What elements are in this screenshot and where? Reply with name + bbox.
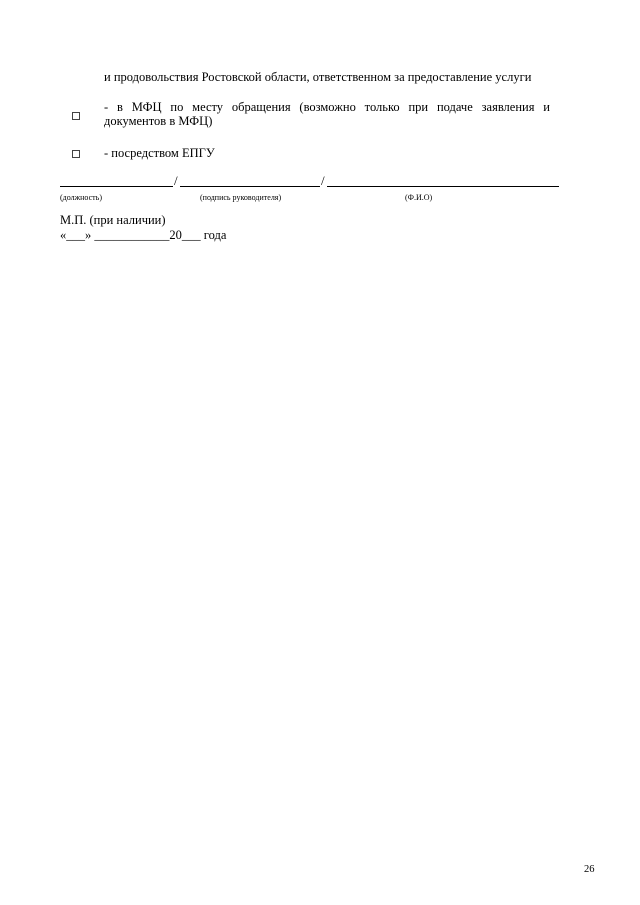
- option-epgu-text: - посредством ЕПГУ: [104, 146, 215, 160]
- signature-blank: [180, 186, 320, 187]
- date-line: «___» ____________20___ года: [60, 228, 227, 242]
- signature-slash-2: /: [321, 173, 325, 188]
- signature-line: [60, 173, 560, 188]
- stamp-line: М.П. (при наличии): [60, 213, 166, 227]
- caption-position: (должность): [60, 193, 102, 202]
- caption-signature: (подпись руководителя): [200, 193, 282, 202]
- option-epgu-checkbox[interactable]: [72, 150, 80, 158]
- page-number: 26: [584, 864, 595, 875]
- signature-slash-1: /: [174, 173, 178, 188]
- caption-name: (Ф.И.О): [405, 193, 433, 202]
- name-blank: [327, 186, 559, 187]
- position-blank: [60, 186, 173, 187]
- option-mfc-text: - в МФЦ по месту обращения (возможно только при подаче заявления и документов в МФЦ): [104, 100, 550, 128]
- continuation-line: и продовольствия Ростовской области, ответственном за предоставление услуги: [104, 70, 532, 84]
- option-mfc-checkbox[interactable]: [72, 112, 80, 120]
